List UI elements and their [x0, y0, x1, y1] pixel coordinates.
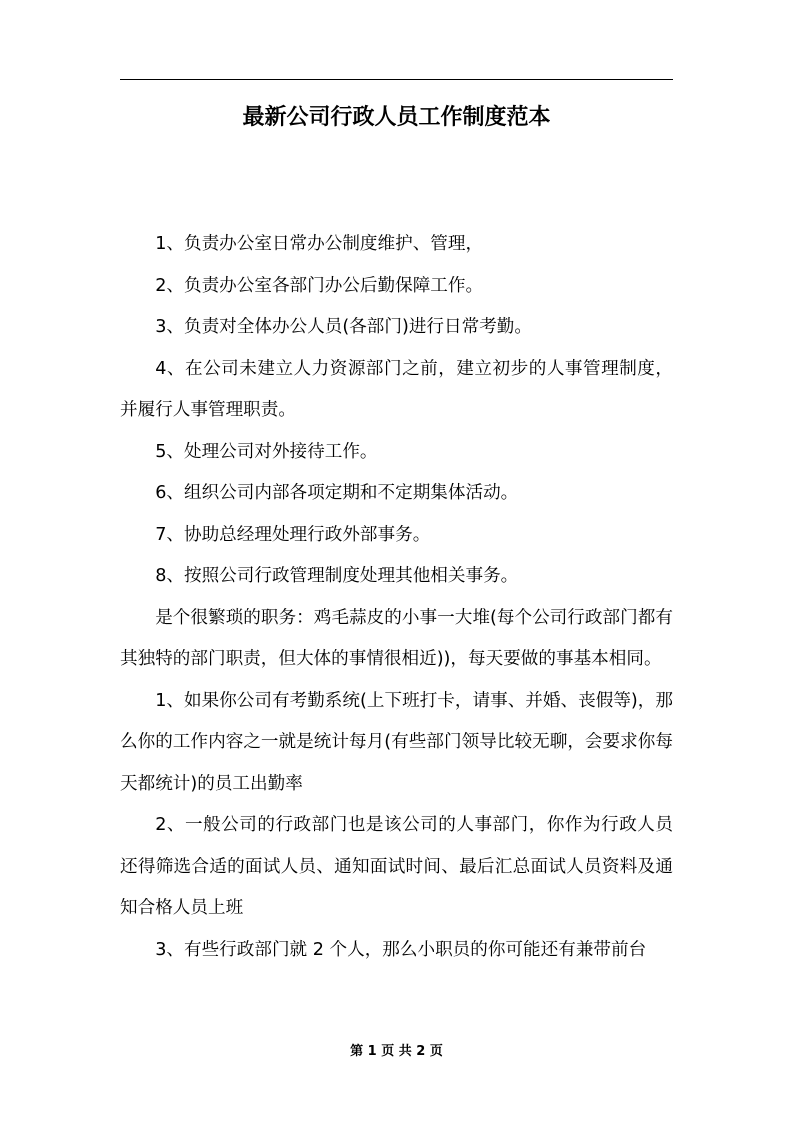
document-body [120, 224, 673, 971]
paragraph-task-3: 3、有些行政部门就 2 个人，那么小职员的你可能还有兼带前台 [155, 939, 647, 960]
paragraph-duty-7: 7、协助总经理处理行政外部事务。 [155, 524, 431, 545]
paragraph-task-2: 2、一般公司的行政部门也是该公司的人事部门，你作为行政人员还得筛选合适的面试人员、通知面试时间、最后汇总面试人员资料及通知合格人员上班 [120, 815, 673, 918]
paragraph-duty-2: 2、负责办公室各部门办公后勤保障工作。 [155, 275, 484, 296]
paragraph-duty-3: 3、负责对全体办公人员(各部门)进行日常考勤。 [155, 317, 532, 337]
paragraph-duty-8: 8、按照公司行政管理制度处理其他相关事务。 [155, 566, 519, 586]
paragraph-summary: 是个很繁琐的职务：鸡毛蒜皮的小事一大堆(每个公司行政部门都有其独特的部门职责，但大体的事情很相近))，每天要做的事基本相同。 [120, 607, 673, 669]
paragraph-duty-1: 1、负责办公室日常办公制度维护、管理， [155, 234, 484, 254]
page-number-footer: 第 1 页 共 2 页 [350, 1044, 443, 1059]
header-rule [120, 79, 673, 80]
paragraph-duty-5: 5、处理公司对外接待工作。 [155, 441, 378, 462]
paragraph-duty-6: 6、组织公司内部各项定期和不定期集体活动。 [155, 483, 519, 503]
document-title: 最新公司行政人员工作制度范本 [242, 105, 551, 130]
paragraph-duty-4: 4、在公司未建立人力资源部门之前，建立初步的人事管理制度，并履行人事管理职责。 [120, 358, 673, 420]
paragraph-task-1: 1、如果你公司有考勤系统(上下班打卡，请事、并婚、丧假等)，那么你的工作内容之一就是统计每月(有些部门领导比较无聊，会要求你每天都统计)的员工出勤率 [120, 690, 673, 794]
